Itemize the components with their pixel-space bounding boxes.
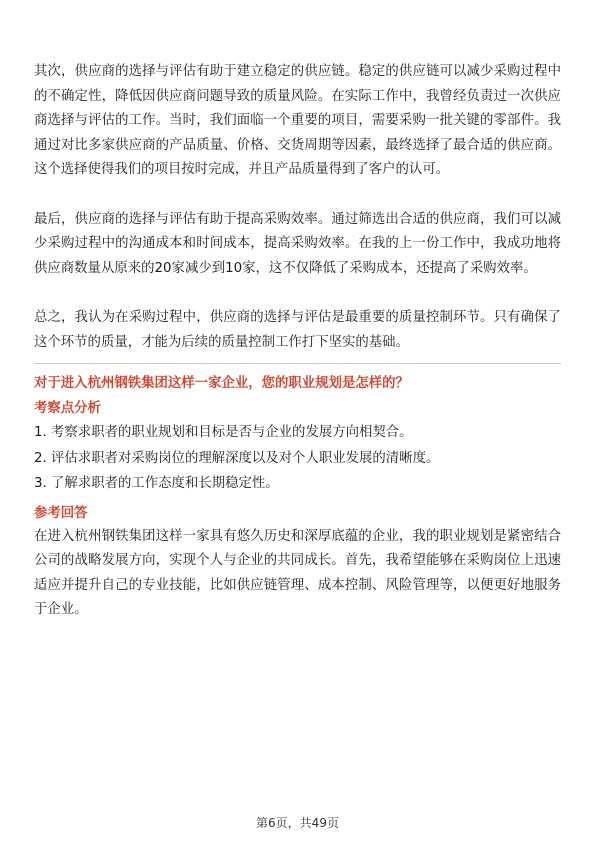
answer-paragraph: 在进入杭州钢铁集团这样一家具有悠久历史和深厚底蕴的企业，我的职业规划是紧密结合公司的战略发展方向，实现个人与企业的共同成长。首先，我希望能够在采购岗位上迅速适应并提升自己的专业技能，比如供应链管理、成本控制、风险管理等，以便更好地服务于企业。 <box>34 528 561 618</box>
page-footer <box>0 814 595 831</box>
paragraph-supply-chain: 其次，供应商的选择与评估有助于建立稳定的供应链。稳定的供应链可以减少采购过程中的不确定性，降低因供应商问题导致的质量风险。在实际工作中，我曾经负责过一次供应商选择与评估的工作。当时，我们面临一个重要的项目，需要采购一批关键的零部件。我通过对比多家供应商的产品质量、价格、交货周期等因素，最终选择了最合适的供应商。这个选择使得我们的项目按时完成，并且产品质量得到了客户的认可。 <box>34 64 561 178</box>
page-content <box>34 60 561 623</box>
answer-heading: 参考回答 <box>34 505 88 521</box>
analysis-heading: 考察点分析 <box>34 401 101 417</box>
page-indicator: 第6页，共49页 <box>256 816 339 830</box>
list-item: 3. 了解求职者的工作态度和长期稳定性。 <box>34 476 279 492</box>
question-title: 对于进入杭州钢铁集团这样一家企业，您的职业规划是怎样的？ <box>34 376 409 392</box>
paragraph-efficiency: 最后，供应商的选择与评估有助于提高采购效率。通过筛选出合适的供应商，我们可以减少采购过程中的沟通成本和时间成本，提高采购效率。在我的上一份工作中，我成功地将供应商数量从原来的20家减少到10家，这不仅降低了采购成本，还提高了采购效率。 <box>34 211 561 276</box>
paragraph-conclusion: 总之，我认为在采购过程中，供应商的选择与评估是最重要的质量控制环节。只有确保了这个环节的质量，才能为后续的质量控制工作打下坚实的基础。 <box>34 309 561 350</box>
paragraph-gap <box>34 281 561 306</box>
paragraph-gap <box>34 183 561 208</box>
list-item: 1. 考察求职者的职业规划和目标是否与企业的发展方向相契合。 <box>34 425 413 441</box>
list-item: 2. 评估求职者对采购岗位的理解深度以及对个人职业发展的清晰度。 <box>34 450 440 466</box>
section-divider <box>34 363 561 364</box>
analysis-list <box>34 420 561 497</box>
